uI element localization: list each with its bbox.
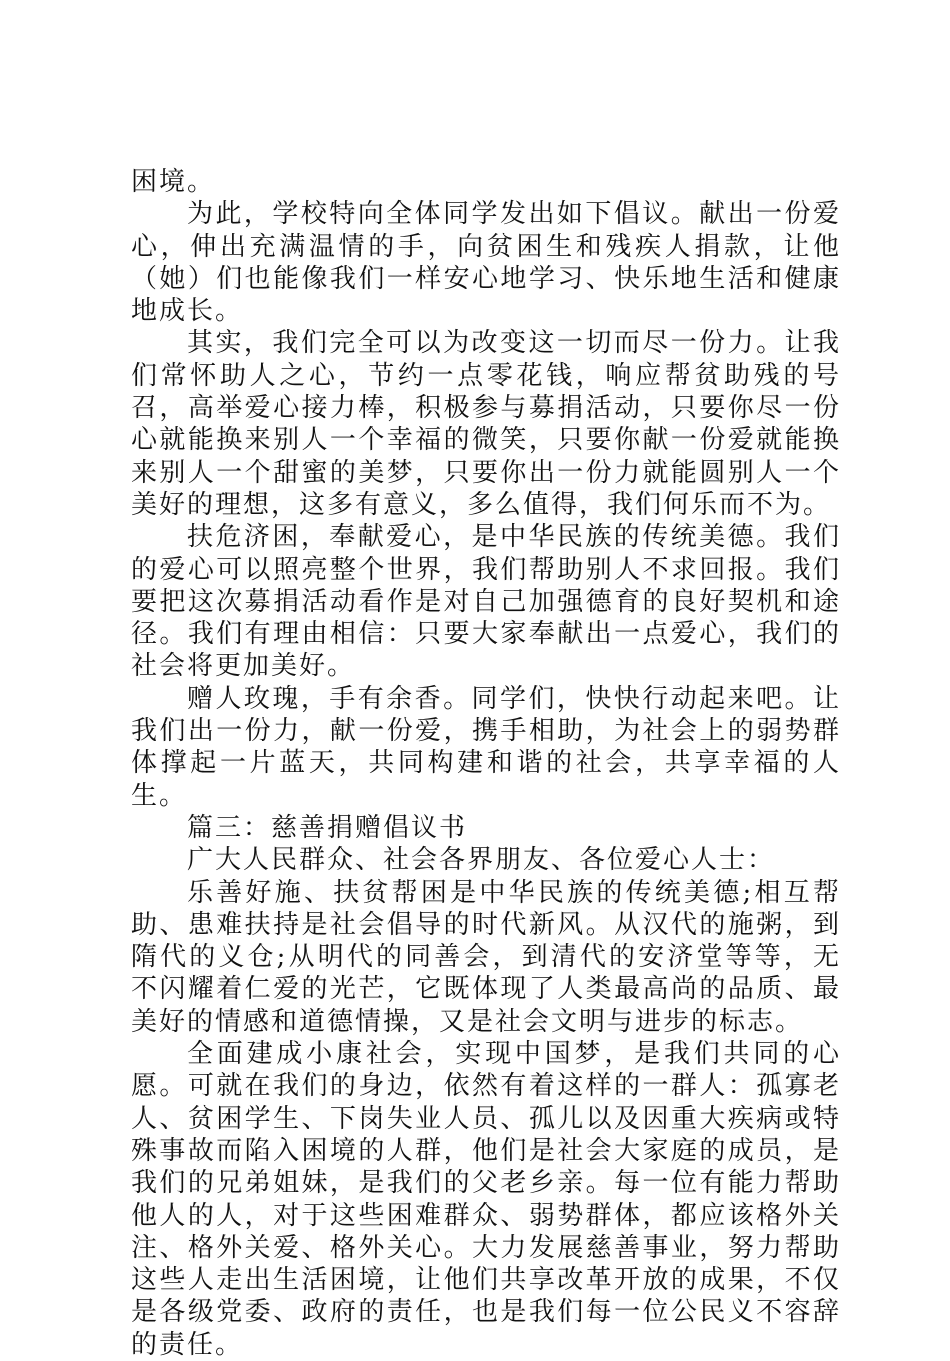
paragraph-3: 其实，我们完全可以为改变这一切而尽一份力。让我们常怀助人之心，节约一点零花钱，响应帮贫助残的号召，高举爱心接力棒，积极参与募捐活动，只要你尽一份心就能换来别人一个幸福的微笑，只要你献一份爱就能换来别人一个甜蜜的美梦，只要你出一份力就能圆别人一个美好的理想，这多有意义，多么值得，我们何乐而不为。 [131,328,841,520]
paragraph-9: 全面建成小康社会，实现中国梦，是我们共同的心愿。可就在我们的身边，依然有着这样的一群人：孤寡老人、贫困学生、下岗失业人员、孤儿以及因重大疾病或特殊事故而陷入困境的人群，他们是社会大家庭的成员，是我们的兄弟姐妹，是我们的父老乡亲。每一位有能力帮助他人的人，对于这些困难群众、弱势群体，都应该格外关注、格外关爱、格外关心。大力发展慈善事业，努力帮助这些人走出生活困境，让他们共享改革开放的成果，不仅是各级党委、政府的责任，也是我们每一位公民义不容辞的责任。 [131,1039,841,1360]
paragraph-8: 乐善好施、扶贫帮困是中华民族的传统美德;相互帮助、患难扶持是社会倡导的时代新风。从汉代的施粥，到隋代的义仓;从明代的同善会，到清代的安济堂等等，无不闪耀着仁爱的光芒，它既体现了人类最高尚的品质、最美好的情感和道德情操，又是社会文明与进步的标志。 [131,877,841,1037]
document-body [131,166,841,1361]
paragraph-4: 扶危济困，奉献爱心，是中华民族的传统美德。我们的爱心可以照亮整个世界，我们帮助别人不求回报。我们要把这次募捐活动看作是对自己加强德育的良好契机和途径。我们有理由相信：只要大家奉献出一点爱心，我们的社会将更加美好。 [131,522,841,682]
section-heading: 篇三：慈善捐赠倡议书 [187,812,468,843]
paragraph-5: 赠人玫瑰，手有余香。同学们，快快行动起来吧。让我们出一份力，献一份爱，携手相助，为社会上的弱势群体撑起一片蓝天，共同构建和谐的社会，共享幸福的人生。 [131,683,841,811]
paragraph-1: 困境。 [131,167,216,197]
paragraph-2: 为此，学校特向全体同学发出如下倡议。献出一份爱心，伸出充满温情的手，向贫困生和残疾人捐款，让他（她）们也能像我们一样安心地学习、快乐地生活和健康地成长。 [131,199,841,327]
salutation: 广大人民群众、社会各界朋友、各位爱心人士： [187,845,776,876]
